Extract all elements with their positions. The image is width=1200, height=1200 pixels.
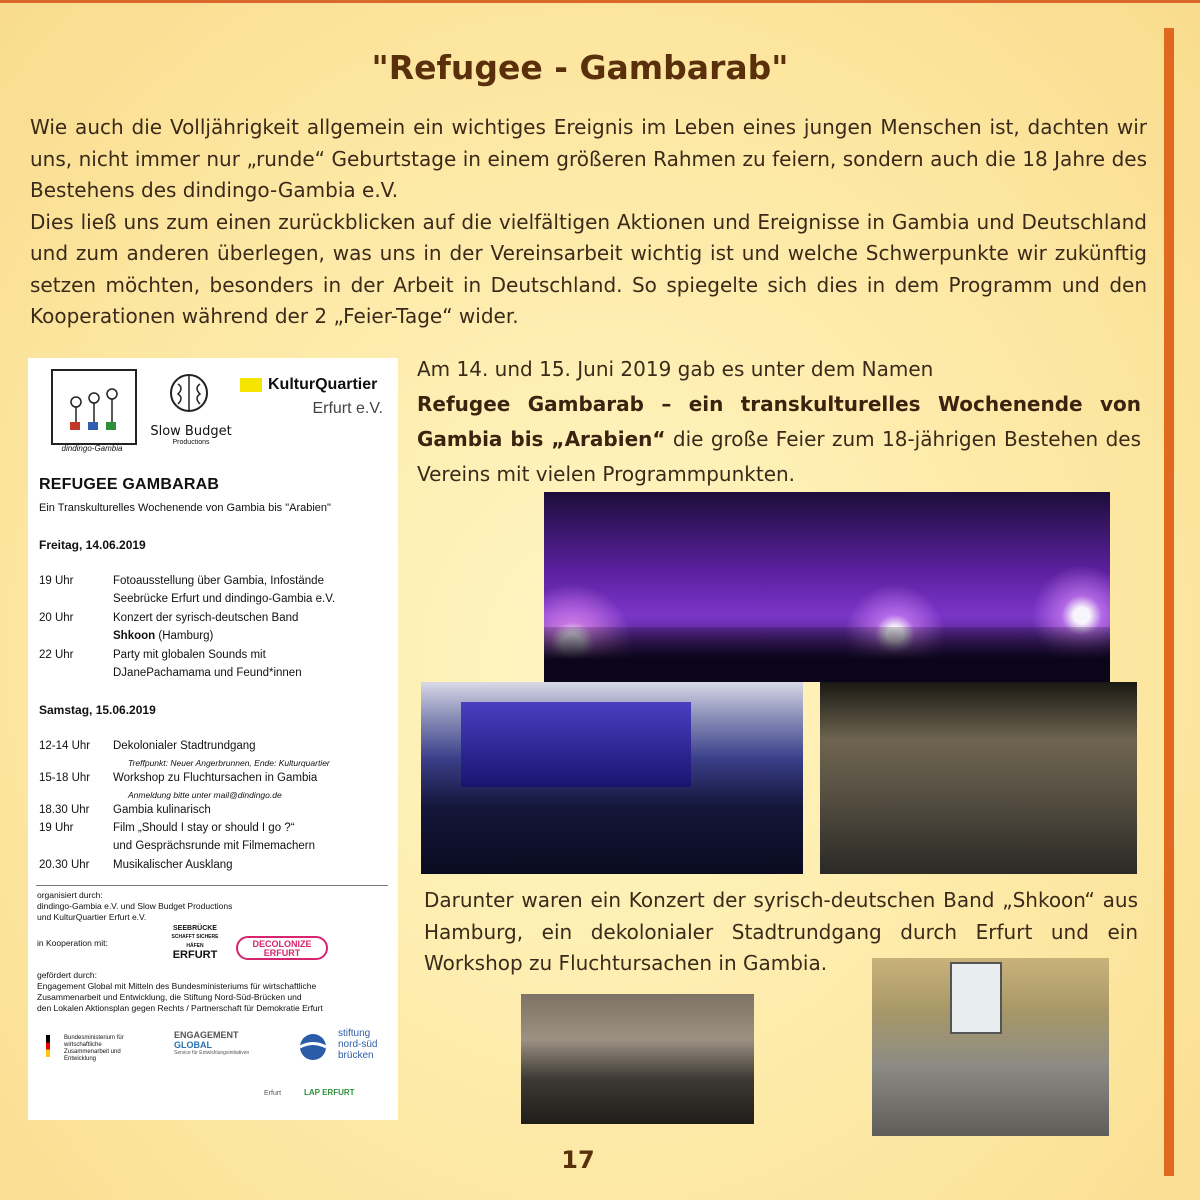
eg-line-2: GLOBAL [174, 1040, 212, 1050]
schedule-text [113, 630, 213, 642]
lap-erfurt-logo-text: LAP ERFURT [304, 1088, 355, 1097]
schedule-time: 19 Uhr [39, 575, 74, 587]
event-line-1: Am 14. und 15. Juni 2019 gab es unter dem Namen [417, 357, 934, 381]
schedule-text: Konzert der syrisch-deutschen Band [113, 612, 299, 624]
intro-paragraph-1: Wie auch die Volljährigkeit allgemein ein wichtiges Ereignis im Leben eines jungen Menschen ist, dachten wir uns, nicht immer nur „runde“ Geburtstage in einem größeren Rahmen zu feiern, sondern auch die 18 Jahre des Bestehens des dindingo-Gambia e.V. [30, 115, 1147, 202]
schedule-time: 18.30 Uhr [39, 804, 90, 816]
flyer-title: REFUGEE GAMBARAB [39, 476, 220, 493]
workshop-photo [872, 958, 1109, 1136]
seebruecke-logo [165, 924, 225, 960]
schedule-text: Gambia kulinarisch [113, 804, 211, 816]
kulturquartier-logo-square [240, 378, 262, 392]
organized-label: organisiert durch: [37, 890, 103, 900]
funded-label: gefördert durch: [37, 970, 98, 980]
band-origin: (Hamburg) [155, 630, 214, 642]
funded-line-3: den Lokalen Aktionsplan gegen Rechts / Partnerschaft für Demokratie Erfurt [37, 1003, 323, 1013]
slow-budget-name: Slow Budget [150, 424, 232, 439]
photo-whiteboard-shape [950, 962, 1002, 1034]
flyer-subtitle: Ein Transkulturelles Wochenende von Gambia bis "Arabien" [39, 502, 331, 514]
concert-stage-photo [544, 492, 1110, 682]
seebruecke-top: SEEBRÜCKE [173, 925, 217, 932]
schedule-time: 20.30 Uhr [39, 859, 90, 871]
schedule-text: Seebrücke Erfurt und dindingo-Gambia e.V. [113, 593, 336, 605]
flyer-divider [36, 885, 388, 886]
seebruecke-sub: SCHAFFT SICHERE HÄFEN [171, 934, 219, 949]
funded-line-2: Zusammenarbeit und Entwicklung, die Stiftung Nord-Süd-Brücken und [37, 992, 302, 1002]
schedule-time: 15-18 Uhr [39, 772, 91, 784]
event-flyer [28, 358, 398, 1120]
schedule-text: und Gesprächsrunde mit Filmemachern [113, 840, 315, 852]
schedule-text: Workshop zu Fluchtursachen in Gambia [113, 772, 318, 784]
intro-text [30, 112, 1147, 333]
dindingo-logo [48, 368, 140, 448]
kulturquartier-name: KulturQuartier [268, 376, 378, 393]
event-description [417, 352, 1141, 492]
stiftung-logo-text [338, 1028, 377, 1061]
courtyard-crowd-photo [820, 682, 1137, 874]
page-title: "Refugee - Gambarab" [371, 48, 789, 87]
stiftung-line-3: brücken [338, 1050, 374, 1061]
cooperation-label: in Kooperation mit: [37, 938, 108, 948]
engagement-global-logo [174, 1030, 249, 1056]
schedule-text: Musikalischer Ausklang [113, 859, 233, 871]
schedule-time: 22 Uhr [39, 649, 74, 661]
stiftung-line-2: nord-süd [338, 1039, 378, 1050]
decolonize-erfurt-logo [236, 936, 328, 960]
bmz-logo-text: Bundesministerium für wirtschaftliche Zusammenarbeit und Entwicklung [64, 1035, 124, 1062]
schedule-time: 12-14 Uhr [39, 740, 91, 752]
schedule-time: 20 Uhr [39, 612, 74, 624]
event-body [417, 387, 1141, 492]
photo-caption: Darunter waren ein Konzert der syrisch-deutschen Band „Shkoon“ aus Hamburg, ein dekolonialer Stadtrundgang durch Erfurt und ein Workshop zu Fluchtursachen in Gambia. [424, 888, 1138, 975]
schedule-text: Film „Should I stay or should I go ?“ [113, 822, 295, 834]
organized-line-1: dindingo-Gambia e.V. und Slow Budget Productions [37, 901, 233, 911]
event-name: Refugee Gambarab – ein transkulturelles Wochenende von Gambia bis „Arabien“ [417, 392, 1141, 451]
brain-icon [168, 372, 210, 414]
erfurt-logo-text: Erfurt [264, 1090, 282, 1097]
auditorium-photo [421, 682, 803, 874]
right-accent-bar [1164, 28, 1174, 1176]
eg-line-1: ENGAGEMENT [174, 1030, 239, 1040]
organized-line-2: und KulturQuartier Erfurt e.V. [37, 912, 147, 922]
decolonize-line-2: ERFURT [263, 948, 301, 958]
schedule-text: DJanePachamama und Feund*innen [113, 667, 302, 679]
event-rest: die große Feier zum 18-jährigen Bestehen des Vereins mit vielen Programmpunkten. [417, 427, 1141, 486]
page-number: 17 [561, 1146, 595, 1174]
schedule-note: Anmeldung bitte unter mail@dindingo.de [128, 790, 282, 800]
funded-line-1: Engagement Global mit Mitteln des Bundesministeriums für wirtschaftliche [37, 981, 317, 991]
schedule-text: Party mit globalen Sounds mit [113, 649, 266, 661]
schedule-text: Fotoausstellung über Gambia, Infostände [113, 575, 324, 587]
photo-crowd-shade [544, 627, 1110, 682]
stiftung-line-1: stiftung [338, 1028, 371, 1039]
schedule-time: 19 Uhr [39, 822, 74, 834]
city-tour-photo [521, 994, 754, 1124]
decolonize-line-1: DECOLONIZE [252, 939, 312, 949]
flyer-day-2: Samstag, 15.06.2019 [39, 703, 156, 717]
slow-budget-sub: Productions [172, 439, 210, 446]
dindingo-logo-caption: dindingo-Gambia [61, 444, 123, 453]
flyer-day-1: Freitag, 14.06.2019 [39, 538, 146, 552]
photo-stage-shade [461, 702, 691, 787]
schedule-note: Treffpunkt: Neuer Angerbrunnen, Ende: Kulturquartier [128, 758, 330, 768]
stiftung-logo-icon [296, 1032, 330, 1062]
intro-paragraph-2: Dies ließ uns zum einen zurückblicken auf die vielfältigen Aktionen und Ereignisse in Gambia und Deutschland und zum anderen überlegen, was uns in der Vereinsarbeit wichtig ist und welche Schwerpunkte wir zukünftig setzen möchten, besonders in der Arbeit in Deutschland. So spiegelte sich dies in dem Programm und den Kooperationen während der 2 „Feier-Tage“ wider. [30, 209, 1147, 328]
eg-line-3: Service für Entwicklungsinitiativen [174, 1050, 250, 1056]
seebruecke-city: ERFURT [172, 949, 218, 961]
band-name: Shkoon [113, 630, 156, 642]
kulturquartier-sub: Erfurt e.V. [312, 400, 383, 417]
schedule-text: Dekolonialer Stadtrundgang [113, 740, 256, 752]
top-rule [0, 0, 1200, 3]
